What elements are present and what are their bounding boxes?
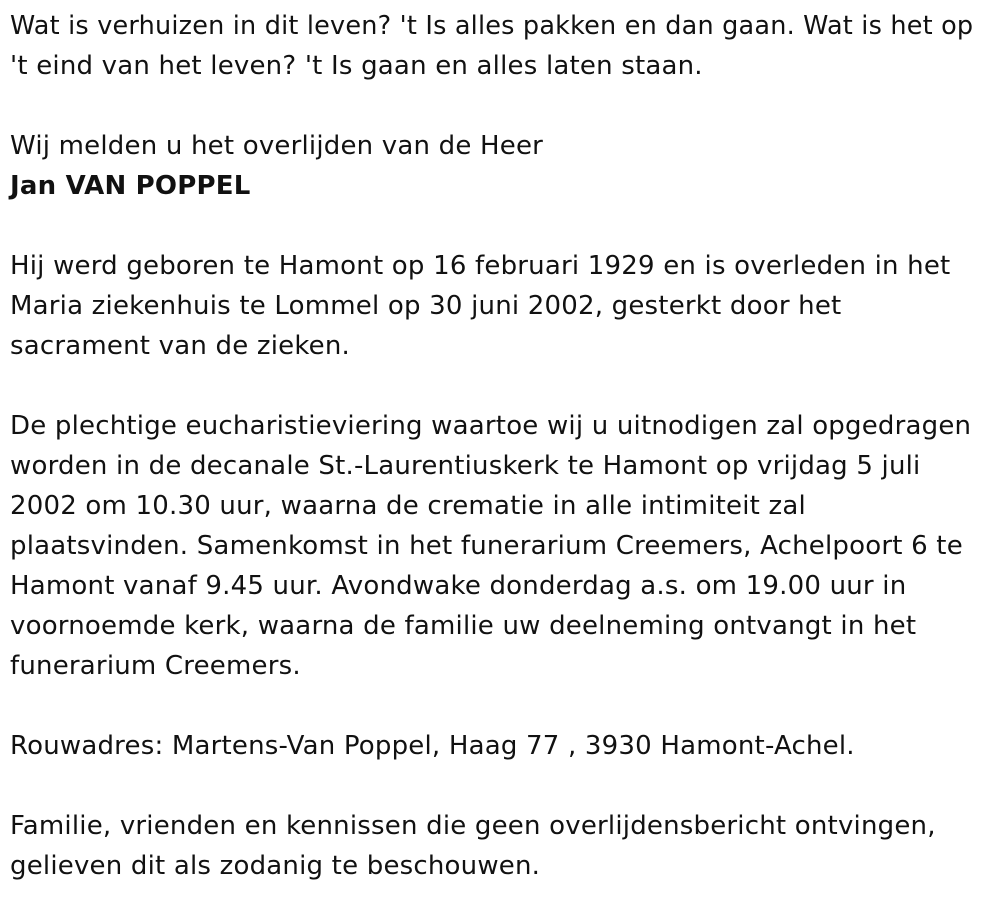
service-line-1: De plechtige eucharistieviering waartoe wij u uitnodigen zal opgedragen xyxy=(10,411,972,441)
spacer xyxy=(10,86,990,126)
spacer xyxy=(10,686,990,726)
closing-line-1: Familie, vrienden en kennissen die geen overlijdensbericht ontvingen, xyxy=(10,811,936,841)
spacer xyxy=(10,766,990,806)
spacer xyxy=(10,206,990,246)
service-line-3: 2002 om 10.30 uur, waarna de crematie in alle intimiteit zal xyxy=(10,491,806,521)
service-line-6: voornoemde kerk, waarna de familie uw deelneming ontvangt in het xyxy=(10,611,917,641)
quote-line-2: 't eind van het leven? 't Is gaan en alles laten staan. xyxy=(10,51,703,81)
intro-text: Wij melden u het overlijden van de Heer xyxy=(10,131,544,161)
service-line-5: Hamont vanaf 9.45 uur. Avondwake donderdag a.s. om 19.00 uur in xyxy=(10,571,907,601)
service-line-4: plaatsvinden. Samenkomst in het funerarium Creemers, Achelpoort 6 te xyxy=(10,531,963,561)
birth-line-2: Maria ziekenhuis te Lommel op 30 juni 2002, gesterkt door het xyxy=(10,291,842,321)
closing-line-2: gelieven dit als zodanig te beschouwen. xyxy=(10,851,541,881)
deceased-name: Jan VAN POPPEL xyxy=(10,171,251,201)
birth-line-1: Hij werd geboren te Hamont op 16 februari 1929 en is overleden in het xyxy=(10,251,951,281)
spacer xyxy=(10,366,990,406)
quote-line-1: Wat is verhuizen in dit leven? 't Is alles pakken en dan gaan. Wat is het op xyxy=(10,11,974,41)
service-line-2: worden in de decanale St.-Laurentiuskerk te Hamont op vrijdag 5 juli xyxy=(10,451,921,481)
birth-line-3: sacrament van de zieken. xyxy=(10,331,351,361)
mourning-address: Rouwadres: Martens-Van Poppel, Haag 77 , 3930 Hamont-Achel. xyxy=(10,731,855,761)
service-line-7: funerarium Creemers. xyxy=(10,651,301,681)
